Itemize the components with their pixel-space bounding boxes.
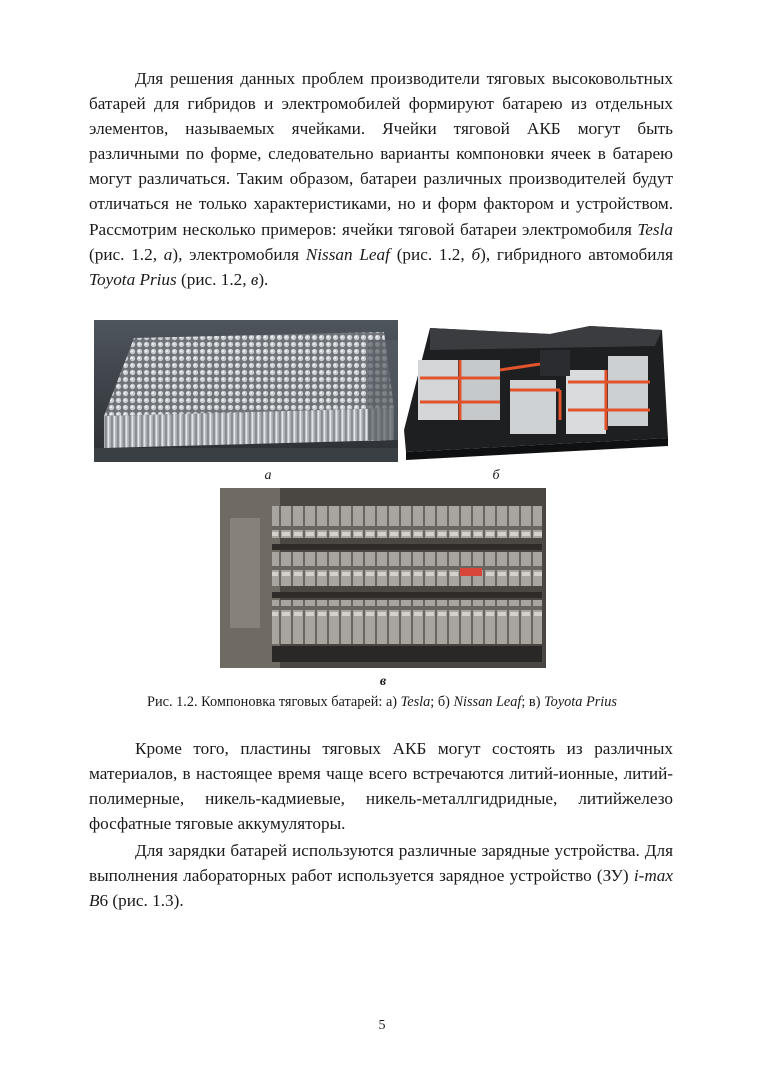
figure-label-v: в bbox=[379, 674, 387, 689]
page-number: 5 bbox=[378, 1018, 386, 1033]
tesla-term: Tesla bbox=[637, 219, 673, 239]
toyota-term: Toyota Prius bbox=[89, 269, 177, 289]
tesla-battery-photo bbox=[94, 320, 398, 462]
charger-model: i-max B bbox=[89, 866, 673, 911]
paragraph-battery-cells: Для решения данных проблем производители тяговых высоковольтных батарей для гибридов и электромобилей формируют батарею из отдельных элементов, называемых ячейками. Ячейки тяговой АКБ могут быть различными по форме, следовательно варианты компоновки ячеек в батарею могут различаться. Таким образом, батареи различных производителей будут отличаться не только характеристиками, но и форм фактором и устройством. Рассмотрим несколько примеров: ячейки тяговой батареи электромобиля Tesla (рис. 1.2, а), электромобиля Nissan Leaf (рис. 1.2, б), гибридного автомобиля Toyota Prius (рис. 1.2, в). bbox=[89, 69, 673, 289]
figure-caption: Рис. 1.2. Компоновка тяговых батарей: а) Tesla; б) Nissan Leaf; в) Toyota Prius bbox=[147, 694, 617, 710]
figure-label-a: а bbox=[264, 468, 272, 483]
paragraph-charger: Для зарядки батарей используются различные зарядные устройства. Для выполнения лабораторных работ используется зарядное устройство (ЗУ) i-max B6 (рис. 1.3). bbox=[89, 841, 673, 911]
nissan-leaf-battery-photo bbox=[400, 320, 670, 462]
paragraph-materials: Кроме того, пластины тяговых АКБ могут состоять из различных материалов, в настоящее время чаще всего встречаются литий-ионные, литий-полимерные, никель-кадмиевые, никель-металлгидридные, литийжелезо фосфатные тяговые аккумуляторы. bbox=[89, 739, 673, 834]
toyota-prius-battery-photo bbox=[220, 488, 546, 668]
figure-label-b: б bbox=[492, 468, 500, 483]
nissan-term: Nissan Leaf bbox=[305, 244, 390, 264]
